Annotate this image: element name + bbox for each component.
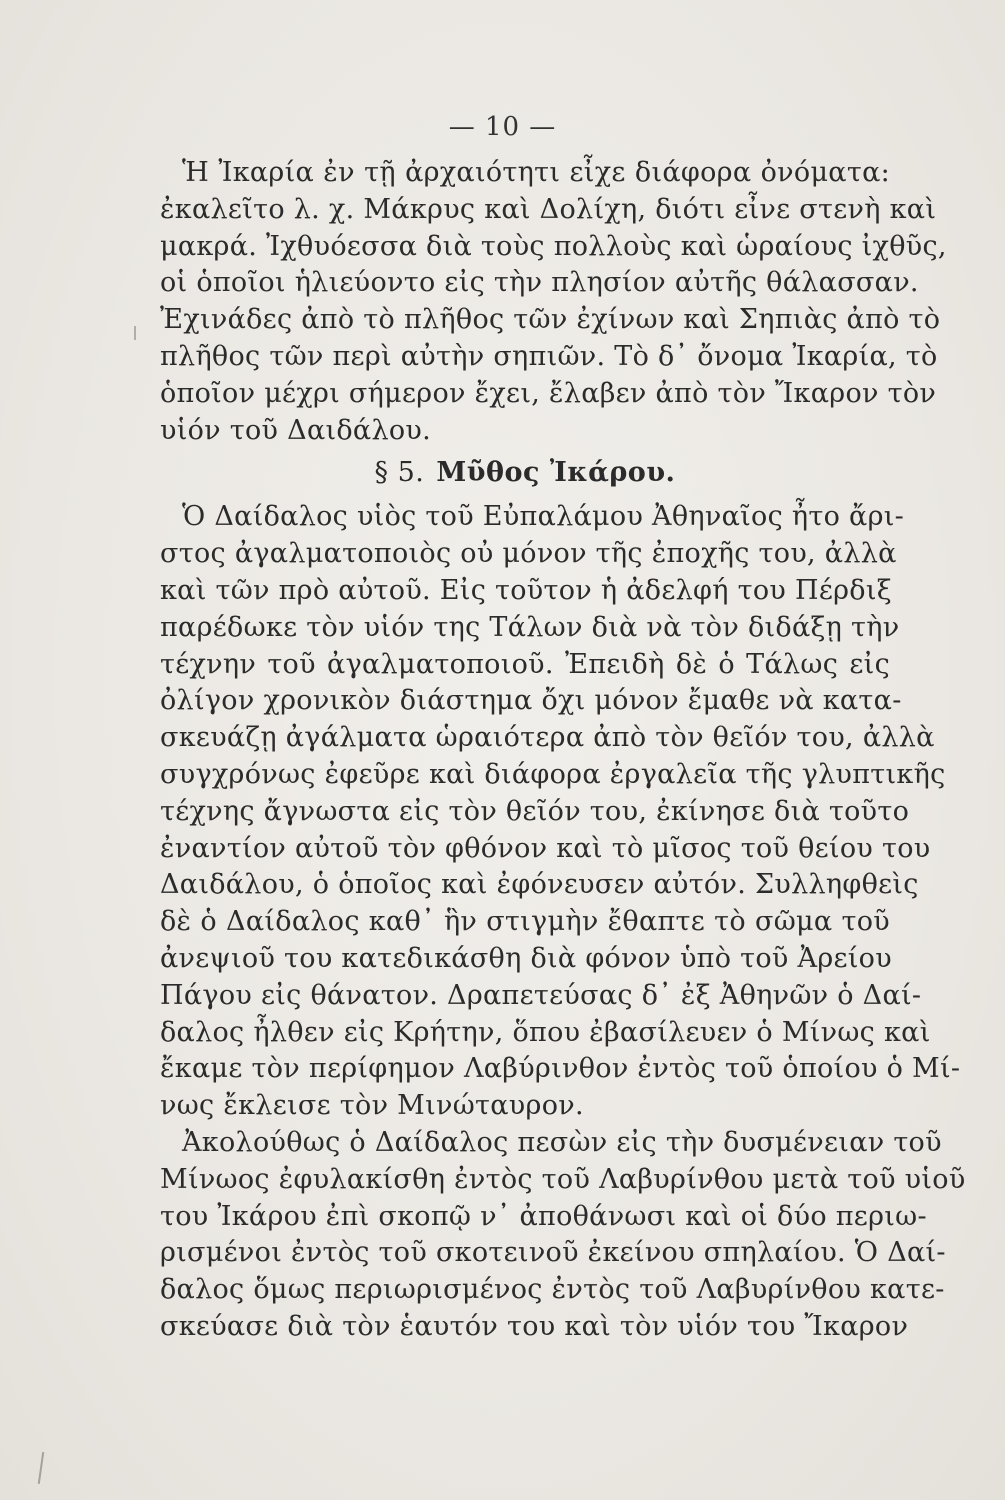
text-line: τέχνην τοῦ ἀγαλματοποιοῦ. Ἐπειδὴ δὲ ὁ Τάλως εἰς: [160, 648, 890, 680]
page-number: — 10 —: [448, 112, 557, 142]
section-heading: [160, 449, 890, 499]
text-line: ἐναντίον αὐτοῦ τὸν φθόνον καὶ τὸ μῖσος τοῦ θείου του: [160, 832, 931, 864]
text-line: Μίνωος ἐφυλακίσθη ἐντὸς τοῦ Λαβυρίνθου μετὰ τοῦ υἱοῦ: [160, 1163, 966, 1195]
text-line: Ὁ Δαίδαλος υἱὸς τοῦ Εὐπαλάμου Ἀθηναῖος ἦτο ἄρι-: [182, 501, 905, 533]
text-line: πλῆθος τῶν περὶ αὐτὴν σηπιῶν. Τὸ δ᾽ ὄνομα Ἰκαρία, τὸ: [160, 340, 938, 372]
text-line: Ἐχινάδες ἀπὸ τὸ πλῆθος τῶν ἐχίνων καὶ Σηπιὰς ἀπὸ τὸ: [160, 304, 941, 336]
section-title: Μῦθος Ἰκάρου.: [436, 457, 676, 489]
text-line: δὲ ὁ Δαίδαλος καθ᾽ ἣν στιγμὴν ἔθαπτε τὸ σῶμα τοῦ: [160, 906, 890, 938]
text-line: οἱ ὁποῖοι ἡλιεύοντο εἰς τὴν πλησίον αὐτῆς θάλασσαν.: [160, 267, 919, 299]
text-line: ἐκαλεῖτο λ. χ. Μάκρυς καὶ Δολίχη, διότι εἶνε στενὴ καὶ: [160, 193, 937, 225]
text-line: σκευάζῃ ἀγάλματα ὡραιότερα ἀπὸ τὸν θεῖόν του, ἀλλὰ: [160, 722, 935, 754]
text-line: ἔκαμε τὸν περίφημον Λαβύρινθον ἐντὸς τοῦ ὁποίου ὁ Μί-: [160, 1053, 961, 1085]
section-paragraph: [160, 499, 961, 1125]
text-line: παρέδωκε τὸν υἱόν της Τάλων διὰ νὰ τὸν διδάξῃ τὴν: [160, 611, 900, 643]
text-line: στος ἀγαλματοποιὸς οὐ μόνον τῆς ἐποχῆς του, ἀλλὰ: [160, 538, 897, 570]
margin-mark: [38, 1452, 44, 1484]
body-text: [160, 155, 966, 1346]
text-line: σκεύασε διὰ τὸν ἑαυτόν του καὶ τὸν υἱόν του Ἴκαρον: [160, 1310, 909, 1342]
section-mark: § 5.: [374, 457, 425, 489]
text-line: δαλος ὅμως περιωρισμένος ἐντὸς τοῦ Λαβυρίνθου κατε-: [160, 1274, 945, 1306]
text-line: ὀλίγον χρονικὸν διάστημα ὄχι μόνον ἔμαθε νὰ κατα-: [160, 685, 902, 717]
text-line: τέχνης ἄγνωστα εἰς τὸν θεῖόν του, ἐκίνησε διὰ τοῦτο: [160, 795, 910, 827]
text-line: συγχρόνως ἐφεῦρε καὶ διάφορα ἐργαλεῖα τῆς γλυπτικῆς: [160, 758, 946, 790]
text-line: Πάγου εἰς θάνατον. Δραπετεύσας δ᾽ ἐξ Ἀθηνῶν ὁ Δαί-: [160, 979, 922, 1011]
intro-paragraph: [160, 155, 947, 449]
text-line: ἀνεψιοῦ του κατεδικάσθη διὰ φόνον ὑπὸ τοῦ Ἀρείου: [160, 942, 892, 974]
text-line: μακρά. Ἰχθυόεσσα διὰ τοὺς πολλοὺς καὶ ὡραίους ἰχθῦς,: [160, 230, 947, 262]
text-line: καὶ τῶν πρὸ αὐτοῦ. Εἰς τοῦτον ἡ ἀδελφή του Πέρδιξ: [160, 574, 892, 606]
text-line: ρισμένοι ἐντὸς τοῦ σκοτεινοῦ ἐκείνου σπηλαίου. Ὁ Δαί-: [160, 1237, 946, 1269]
text-line: Δαιδάλου, ὁ ὁποῖος καὶ ἐφόνευσεν αὐτόν. Συλληφθεὶς: [160, 869, 919, 901]
text-line: ὁποῖον μέχρι σήμερον ἔχει, ἔλαβεν ἀπὸ τὸν Ἴκαρον τὸν: [160, 377, 937, 409]
text-line: υἱόν τοῦ Δαιδάλου.: [160, 414, 432, 446]
text-line: του Ἰκάρου ἐπὶ σκοπῷ ν᾽ ἀποθάνωσι καὶ οἱ δύο περιω-: [160, 1200, 927, 1232]
text-line: Ἡ Ἰκαρία ἐν τῇ ἀρχαιότητι εἶχε διάφορα ὀνόματα:: [182, 157, 890, 188]
text-line: δαλος ἦλθεν εἰς Κρήτην, ὅπου ἐβασίλευεν ὁ Μίνως καὶ: [160, 1016, 931, 1048]
margin-mark: [134, 326, 136, 340]
text-line: νως ἔκλεισε τὸν Μινώταυρον.: [160, 1090, 584, 1122]
text-line: Ἀκολούθως ὁ Δαίδαλος πεσὼν εἰς τὴν δυσμένειαν τοῦ: [182, 1126, 942, 1158]
closing-paragraph: [160, 1125, 966, 1346]
